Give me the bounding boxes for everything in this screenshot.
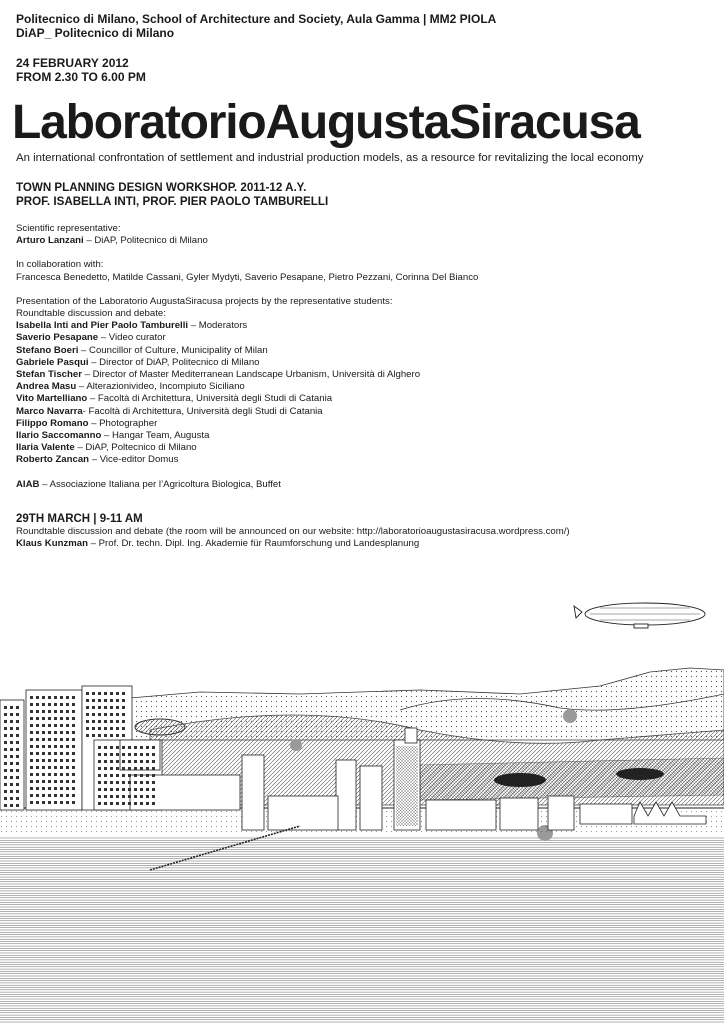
second-date-block [16, 512, 712, 550]
landscape-illustration [0, 590, 724, 1024]
speaker-name: Ilaria Valente [16, 442, 75, 454]
speaker-name: Stefan Tischer [16, 369, 82, 381]
speaker-role: – DiAP, Poltecnico di Milano [74, 442, 197, 454]
workshop-professors: PROF. ISABELLA INTI, PROF. PIER PAOLO TAMBURELLI [16, 195, 329, 208]
event-time: FROM 2.30 TO 6.00 PM [16, 70, 146, 84]
tree-clump [616, 768, 664, 780]
speaker-role: – Video curator [98, 332, 166, 344]
speaker-row [16, 357, 712, 369]
department-line: DiAP_ Politecnico di Milano [16, 26, 175, 40]
speaker-role: – Alterazionivideo, Incompiuto Siciliano [76, 381, 245, 393]
speaker-name: Filippo Romano [16, 417, 89, 429]
speaker-role: – Hangar Team, Augusta [101, 430, 210, 442]
field-strip [420, 758, 724, 800]
speaker-name: Gabriele Pasqui [16, 356, 89, 368]
tree-clump [135, 719, 185, 735]
venue-line: Politecnico di Milano, School of Architecture and Society, Aula Gamma | MM2 PIOLA [16, 12, 497, 26]
speaker-role: – Director of Master Mediterranean Landscape Urbanism, Università di Alghero [81, 369, 421, 381]
speaker-role: – Moderators [188, 320, 248, 332]
airship-icon [574, 603, 705, 628]
speaker-role: – Facoltà di Architettura, Università degli Studi di Catania [87, 393, 333, 405]
second-date-speaker [16, 538, 712, 550]
event-date-block [16, 56, 712, 84]
speaker-row [16, 332, 712, 344]
shrub [290, 739, 302, 751]
speaker-role: – Vice-editor Domus [89, 454, 179, 466]
speaker-role: – DiAP, Politecnico di Milano [83, 235, 208, 247]
scientific-label: Scientific representative: [16, 223, 121, 234]
speaker-row [16, 320, 712, 332]
poster-subtitle: An international confrontation of settlement and industrial production models, as a resource for revitalizing the local economy [16, 152, 644, 164]
workshop-title: TOWN PLANNING DESIGN WORKSHOP. 2011-12 A.Y. [16, 181, 307, 194]
aiab-line [16, 479, 712, 491]
speaker-name: AIAB [16, 478, 40, 490]
speaker-name: Ilario Saccomanno [16, 430, 102, 442]
speaker-role: – Associazione Italiana per l’Agricoltura Biologica, Buffet [39, 478, 281, 490]
speaker-row [16, 369, 712, 381]
speaker-row [16, 442, 712, 454]
poster-title: LaboratorioAugustaSiracusa [12, 96, 640, 149]
collaboration-names: Francesca Benedetto, Matilde Cassani, Gyler Mydyti, Saverio Pesapane, Pietro Pezzani, Corinna Del Bianco [16, 271, 479, 283]
scientific-representative [16, 235, 712, 247]
second-date-description: Roundtable discussion and debate (the room will be announced on our website: http://laboratorioaugustasiracusa.wordpress.com/) [16, 526, 570, 537]
tree-clump [494, 773, 546, 787]
speaker-list [16, 320, 712, 466]
roundtable-label: Roundtable discussion and debate: [16, 308, 166, 320]
speaker-role: – Photographer [88, 417, 158, 429]
workshop-block [16, 181, 712, 209]
speaker-row [16, 393, 712, 405]
speaker-name: Roberto Zancan [16, 454, 90, 466]
speaker-name: Klaus Kunzman [16, 538, 88, 550]
speaker-name: Stefano Boeri [16, 344, 79, 356]
speaker-name: Arturo Lanzani [16, 235, 84, 247]
presentation-intro: Presentation of the Laboratorio AugustaSiracusa projects by the representative students: [16, 295, 393, 307]
tank-hatched [396, 746, 418, 826]
speaker-role: – Prof. Dr. techn. Dipl. Ing. Akademie für Raumforschung und Landesplanung [87, 538, 420, 550]
speaker-row [16, 418, 712, 430]
shrub [563, 709, 577, 723]
speaker-row [16, 406, 712, 418]
sea-lines [0, 838, 724, 1022]
header-venue-block [16, 12, 712, 40]
second-date-title: 29TH MARCH | 9-11 AM [16, 513, 143, 525]
speaker-name: Marco Navarra [16, 405, 83, 417]
speaker-name: Vito Martelliano [16, 393, 88, 405]
speaker-name: Saverio Pesapane [16, 332, 99, 344]
speaker-name: Isabella Inti and Pier Paolo Tamburelli [16, 320, 189, 332]
speaker-name: Andrea Masu [16, 381, 77, 393]
speaker-row [16, 454, 712, 466]
speaker-row [16, 381, 712, 393]
speaker-role: – Councillor of Culture, Municipality of Milan [78, 344, 268, 356]
speaker-row [16, 345, 712, 357]
collaboration-label: In collaboration with: [16, 259, 104, 271]
speaker-role: - Facoltà di Architettura, Università degli Studi di Catania [82, 405, 323, 417]
speaker-row [16, 430, 712, 442]
event-date: 24 FEBRUARY 2012 [16, 56, 129, 70]
program-body [16, 223, 712, 491]
speaker-role: – Director of DiAP, Politecnico di Milano [88, 356, 260, 368]
